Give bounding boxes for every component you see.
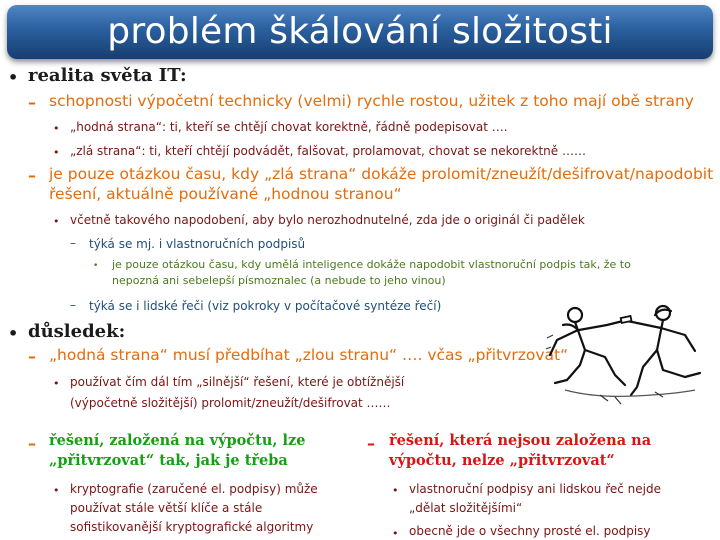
runners-relay-clipart-icon — [545, 295, 710, 415]
dash-marker: – — [28, 347, 36, 366]
point-otazkou-casu-1: je pouze otázkou času, kdy „zlá strana“ dokáže prolomit/zneužít/dešifrovat/napodobit — [49, 165, 714, 183]
dash-marker: – — [367, 434, 375, 453]
subpoint-silnejsi-1: používat čím dál tím „silnější“ řešení, které je obtížnější — [70, 375, 405, 389]
bullet-marker: • — [53, 146, 60, 159]
subpoint-ai-2: nepozná ani sebelepší písmoznalec (a nebude to jeho vinou) — [112, 274, 446, 287]
slide-title: problém škálování složitosti — [107, 11, 613, 52]
bullet-marker: • — [53, 484, 60, 497]
dash-marker: – — [70, 298, 76, 312]
dash-marker: – — [28, 434, 36, 453]
right-item-1b: „dělat složitějšími“ — [409, 501, 523, 515]
left-heading-2: „přitvrzovat“ tak, jak je třeba — [49, 452, 288, 469]
bullet-marker: • — [53, 122, 60, 135]
right-heading-2: výpočtu, nelze „přitvrzovat“ — [389, 452, 615, 469]
dash-marker: – — [70, 236, 76, 250]
bullet-marker: • — [8, 68, 19, 87]
left-item-1: kryptografie (zaručené el. podpisy) může — [70, 482, 318, 496]
heading-dusledek: důsledek: — [28, 321, 126, 342]
subpoint-zla: „zlá strana“: ti, kteří chtějí podvádět, falšovat, prolamovat, chovat se nekorektně …… — [70, 144, 586, 158]
dash-marker: – — [28, 93, 36, 112]
title-bar — [7, 5, 713, 59]
dash-marker: – — [28, 166, 36, 185]
bullet-marker: • — [53, 215, 60, 228]
point-predbihat: „hodná strana“ musí předbíhat „zlou stranu“ …. včas „přitvrzovat“ — [49, 346, 569, 364]
left-heading-1: řešení, založená na výpočtu, lze — [49, 432, 306, 449]
bullet-marker: • — [392, 484, 399, 497]
right-item-2: obecně jde o všechny prosté el. podpisy — [409, 524, 651, 538]
subpoint-podpisy: týká se mj. i vlastnoručních podpisů — [89, 237, 306, 251]
heading-realita: realita světa IT: — [28, 65, 187, 86]
bullet-marker: • — [392, 527, 399, 540]
subpoint-rec: týká se i lidské řeči (viz pokroky v počítačové syntéze řečí) — [89, 299, 442, 313]
subpoint-napodobeni: včetně takového napodobení, aby bylo nerozhodnutelné, zda jde o originál či padělek — [70, 213, 585, 227]
bullet-marker: • — [53, 377, 60, 390]
subpoint-silnejsi-2: (výpočetně složitější) prolomit/zneužít/dešifrovat …… — [70, 396, 391, 410]
bullet-marker: • — [93, 261, 99, 271]
point-schopnosti: schopnosti výpočetní technicky (velmi) rychle rostou, užitek z toho mají obě strany — [49, 92, 694, 110]
right-item-1a: vlastnoruční podpisy ani lidskou řeč nejde — [409, 482, 661, 496]
left-item-3: sofistikovanější kryptografické algoritmy — [70, 520, 314, 534]
bullet-marker: • — [8, 324, 19, 343]
left-item-2: používat stále větší klíče a stále — [70, 501, 263, 515]
point-otazkou-casu-2: řešení, aktuálně používané „hodnou stranou“ — [49, 185, 402, 203]
subpoint-hodna: „hodná strana“: ti, kteří se chtějí chovat korektně, řádně podepisovat …. — [70, 120, 508, 134]
subpoint-ai-1: je pouze otázkou času, kdy umělá inteligence dokáže napodobit vlastnoruční podpis tak, že to — [112, 258, 631, 271]
right-heading-1: řešení, která nejsou založena na — [389, 432, 652, 449]
